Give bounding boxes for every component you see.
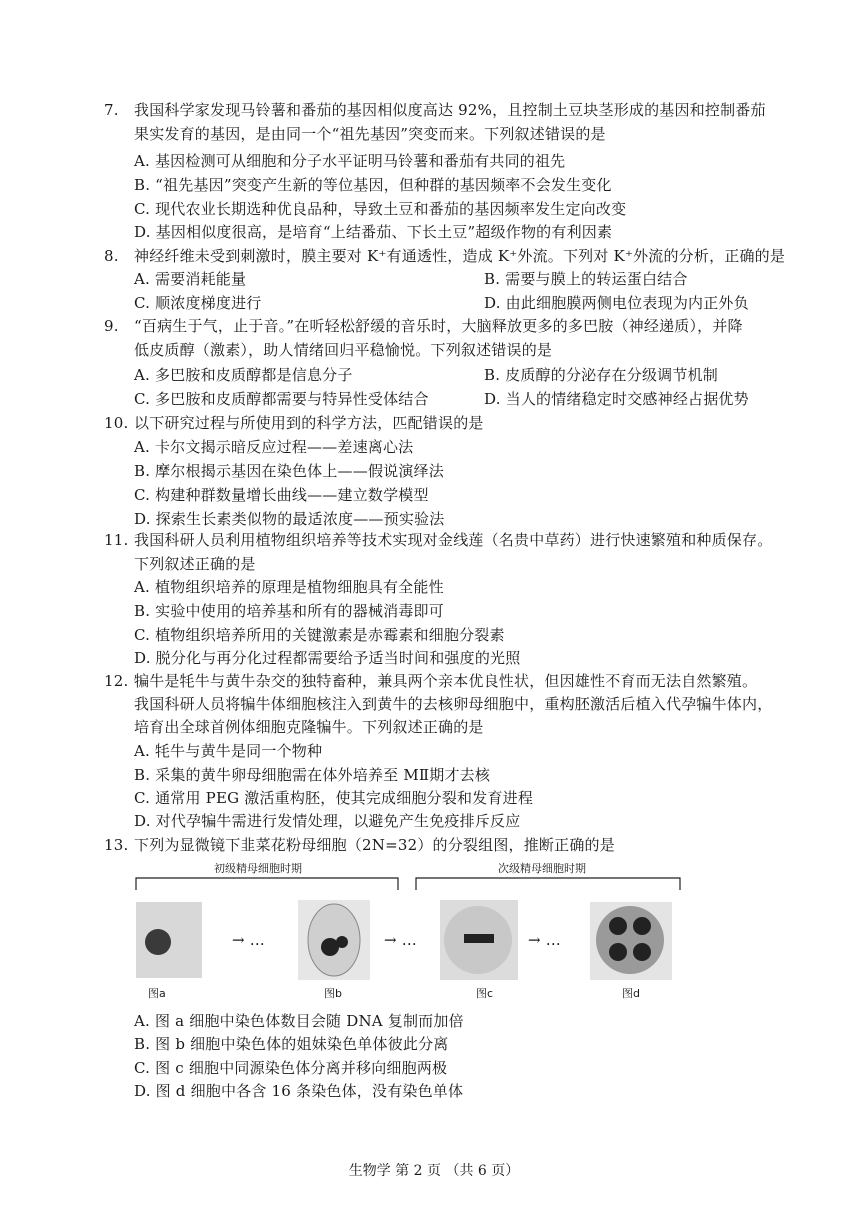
q8-option-c: C. 顺浓度梯度进行	[134, 294, 262, 312]
q9-option-d: D. 当人的情绪稳定时交感神经占据优势	[484, 390, 749, 408]
q11-stem-1: 我国科研人员利用植物组织培养等技术实现对金线莲（名贵中草药）进行快速繁殖和种质保存。	[134, 531, 773, 549]
q10-number: 10.	[104, 414, 129, 432]
panel-d-nucleus-1	[609, 917, 627, 935]
q13-option-a: A. 图 a 细胞中染色体数目会随 DNA 复制而加倍	[134, 1012, 464, 1030]
q9-stem-1: “百病生于气，止于音。”在听轻松舒缓的音乐时，大脑释放更多的多巴胺（神经递质），并降	[134, 317, 743, 335]
q7-stem-2: 果实发育的基因，是由同一个“祖先基因”突变而来。下列叙述错误的是	[134, 125, 606, 143]
panel-d-nucleus-2	[633, 917, 651, 935]
panel-d-cell	[596, 906, 664, 974]
q13-option-c: C. 图 c 细胞中同源染色体分离并移向细胞两极	[134, 1059, 448, 1077]
q12-stem-2: 我国科研人员将犏牛体细胞核注入到黄牛的去核卵母细胞中，重构胚激活后植入代孕犏牛体内，	[134, 695, 773, 713]
q13-number: 13.	[104, 836, 129, 854]
caption-d: 图d	[622, 987, 640, 1000]
q10-option-d: D. 探索生长素类似物的最适浓度——预实验法	[134, 510, 445, 528]
q7-option-a: A. 基因检测可从细胞和分子水平证明马铃薯和番茄有共同的祖先	[134, 152, 566, 170]
q8-option-d: D. 由此细胞膜两侧电位表现为内正外负	[484, 294, 749, 312]
q10-option-b: B. 摩尔根揭示基因在染色体上——假说演绎法	[134, 462, 444, 480]
q11-option-d: D. 脱分化与再分化过程都需要给予适当时间和强度的光照	[134, 649, 521, 667]
arrow-2: → …	[384, 931, 417, 949]
q11-stem-2: 下列叙述正确的是	[134, 555, 256, 573]
q8-option-b: B. 需要与膜上的转运蛋白结合	[484, 270, 688, 288]
q11-option-b: B. 实验中使用的培养基和所有的器械消毒即可	[134, 602, 444, 620]
q8-number: 8.	[104, 247, 119, 265]
q8-stem-1: 神经纤维未受到刺激时，膜主要对 K⁺有通透性，造成 K⁺外流。下列对 K⁺外流的分析，正确的是	[134, 247, 786, 265]
q9-stem-2: 低皮质醇（激素），助人情绪回归平稳愉悦。下列叙述错误的是	[134, 341, 553, 359]
q9-option-a: A. 多巴胺和皮质醇都是信息分子	[134, 366, 353, 384]
panel-d-nucleus-3	[609, 943, 627, 961]
stage-primary-label: 初级精母细胞时期	[210, 860, 306, 876]
q11-option-c: C. 植物组织培养所用的关键激素是赤霉素和细胞分裂素	[134, 626, 505, 644]
secondary-bracket	[416, 878, 680, 890]
q9-option-b: B. 皮质醇的分泌存在分级调节机制	[484, 366, 718, 384]
q13-stem-1: 下列为显微镜下韭菜花粉母细胞（2N=32）的分裂组图，推断正确的是	[134, 836, 615, 854]
arrow-3: → …	[528, 931, 561, 949]
q7-number: 7.	[104, 101, 119, 119]
q9-option-c: C. 多巴胺和皮质醇都需要与特异性受体结合	[134, 390, 429, 408]
q11-number: 11.	[104, 531, 129, 549]
q12-option-a: A. 牦牛与黄牛是同一个物种	[134, 742, 323, 760]
caption-b: 图b	[324, 987, 342, 1000]
q12-number: 12.	[104, 672, 129, 690]
q12-option-c: C. 通常用 PEG 激活重构胚，使其完成细胞分裂和发育进程	[134, 789, 534, 807]
panel-d-nucleus-4	[633, 943, 651, 961]
q12-stem-3: 培育出全球首例体细胞克隆犏牛。下列叙述正确的是	[134, 718, 484, 736]
q10-stem-1: 以下研究过程与所使用到的科学方法，匹配错误的是	[134, 414, 484, 432]
panel-a-nucleus	[145, 929, 171, 955]
q13-option-b: B. 图 b 细胞中染色体的姐妹染色单体彼此分离	[134, 1035, 449, 1053]
q10-option-c: C. 构建种群数量增长曲线——建立数学模型	[134, 486, 429, 504]
q7-stem-1: 我国科学家发现马铃薯和番茄的基因相似度高达 92%，且控制土豆块茎形成的基因和控制番茄	[134, 101, 766, 119]
stage-secondary-label: 次级精母细胞时期	[494, 860, 590, 876]
panel-c-chromosomes	[464, 934, 494, 943]
q13-option-d: D. 图 d 细胞中各含 16 条染色体，没有染色单体	[134, 1082, 464, 1100]
caption-c: 图c	[476, 987, 494, 1000]
page-footer: 生物学 第 2 页 （共 6 页）	[348, 1163, 520, 1179]
q12-stem-1: 犏牛是牦牛与黄牛杂交的独特畜种，兼具两个亲本优良性状，但因雄性不育而无法自然繁殖。	[134, 672, 758, 690]
q7-option-b: B. “祖先基因”突变产生新的等位基因，但种群的基因频率不会发生变化	[134, 176, 612, 194]
q7-option-d: D. 基因相似度很高，是培育“上结番茄、下长土豆”超级作物的有利因素	[134, 223, 613, 241]
q11-option-a: A. 植物组织培养的原理是植物细胞具有全能性	[134, 578, 444, 596]
q12-option-b: B. 采集的黄牛卵母细胞需在体外培养至 MⅡ期才去核	[134, 766, 491, 784]
q12-option-d: D. 对代孕犏牛需进行发情处理，以避免产生免疫排斥反应	[134, 812, 521, 830]
q7-option-c: C. 现代农业长期选种优良品种，导致土豆和番茄的基因频率发生定向改变	[134, 200, 627, 218]
q9-number: 9.	[104, 317, 119, 335]
q8-option-a: A. 需要消耗能量	[134, 270, 247, 288]
primary-bracket	[136, 878, 398, 890]
arrow-1: → …	[232, 931, 265, 949]
caption-a: 图a	[148, 987, 166, 1000]
q10-option-a: A. 卡尔文揭示暗反应过程——差速离心法	[134, 438, 414, 456]
